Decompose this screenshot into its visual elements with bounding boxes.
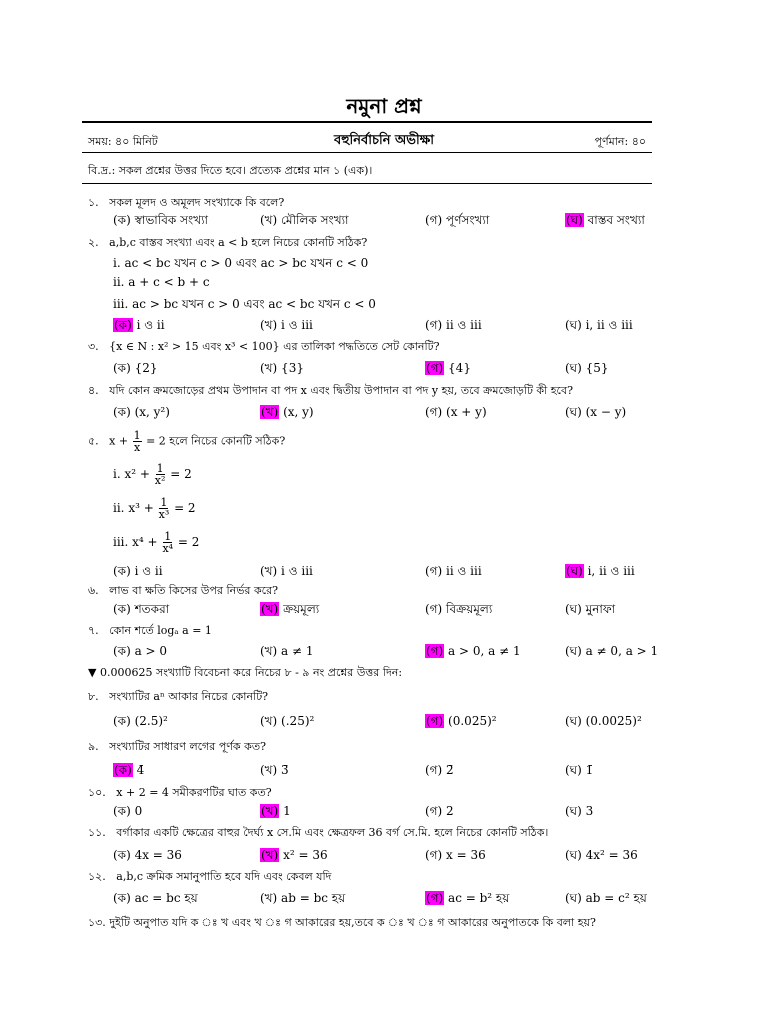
question-text: a,b,c ক্রমিক সমানুপাতি হবে যদি এবং কেবল যদি [116,870,332,883]
q2-option-b[interactable]: (খ) i ও iii [260,318,313,332]
q4-option-c[interactable]: (গ) (x + y) [425,405,487,419]
q7-option-b[interactable]: (খ) a ≠ 1 [260,644,314,658]
q2-statement-1: i. ac < bc যখন c > 0 এবং ac > bc যখন c < 0 [113,256,369,270]
question-9 [88,738,266,757]
header-divider-mid [82,152,652,153]
question-text: সংখ্যাটির সাধারণ লগের পূর্ণক কত? [109,740,266,753]
q9-option-a[interactable]: (ক) 4̄ [114,763,145,777]
q3-option-a[interactable]: (ক) {2} [113,361,158,375]
q7-option-d[interactable]: (ঘ) a ≠ 0, a > 1 [565,644,659,658]
question-12 [88,868,331,887]
header-divider-bottom [82,183,652,184]
question-text: বর্গাকার একটি ক্ষেত্রের বাহুর দৈর্ঘ্য x সে.মি এবং ক্ষেত্রফল 36 বর্গ সে.মি. হলে নিচের কোনটি সঠিক। [116,826,549,839]
q5-statement-2: ii. x³ + $\frac{1}{\text{x³}}$ = 2 [113,496,196,521]
question-text: a,b,c বাস্তব সংখ্যা এবং a < b হলে নিচের কোনটি সঠিক? [109,236,368,249]
q11-option-b[interactable]: (খ) x² = 36 [261,848,328,862]
question-2 [88,234,367,253]
question-10 [88,784,272,803]
q5-option-d[interactable]: (ঘ) i, ii ও iii [566,564,635,578]
question-11 [88,824,548,843]
question-number: ১৩. [88,916,106,929]
q1-option-c[interactable]: (গ) পূর্ণসংখ্যা [425,213,490,227]
q2-option-c[interactable]: (গ) ii ও iii [425,318,482,332]
q6-option-b[interactable]: (খ) ক্রয়মূল্য [261,602,320,616]
answer-highlight: (খ) [261,848,279,862]
answer-highlight: (গ) [426,714,444,728]
answer-highlight: (ক) [114,318,132,332]
question-number: ১০. [88,786,106,799]
q3-option-b[interactable]: (খ) {3} [260,361,304,375]
q5-statement-3: iii. x⁴ + $\frac{1}{\text{x⁴}}$ = 2 [113,530,200,555]
question-5: ৫. x + $\frac{1}{x}$ = 2 হলে নিচের কোনটি সঠিক? [88,429,286,454]
question-4 [88,382,573,401]
q7-option-a[interactable]: (ক) a > 0 [113,644,168,658]
q5-statement-1: i. x² + $\frac{1}{\text{x²}}$ = 2 [113,462,192,487]
question-3 [88,338,440,357]
q9-option-c[interactable]: (গ) 2̄ [425,763,454,777]
answer-highlight: (গ) [426,644,444,658]
full-marks: পূর্ণমান: ৪০ [594,135,646,148]
q10-option-a[interactable]: (ক) 0 [113,804,143,818]
answer-highlight: (ক) [114,763,132,777]
q5-option-b[interactable]: (খ) i ও iii [260,564,313,578]
exam-type: বহুনির্বাচনি অভীক্ষা [333,133,434,148]
q2-option-a[interactable]: (ক) i ও ii [114,318,165,332]
q6-option-c[interactable]: (গ) বিক্রয়মূল্য [425,602,493,616]
q7-option-c[interactable]: (গ) a > 0, a ≠ 1 [426,644,521,658]
answer-highlight: (ঘ) [566,213,583,227]
question-text: যদি কোন ক্রমজোড়ের প্রথম উপাদান বা পদ x এবং দ্বিতীয় উপাদান বা পদ y হয়, তবে ক্রমজোড়টি কী হবে? [109,384,573,397]
question-13 [88,914,596,933]
q11-option-a[interactable]: (ক) 4x = 36 [113,848,182,862]
question-number: ৩. [88,340,99,353]
answer-highlight: (খ) [261,804,279,818]
question-number: ৯. [88,740,99,753]
question-text: দুইটি অনুপাত যদি ক ঃ খ এবং খ ঃ গ আকারের হয়,তবে ক ঃ খ ঃ গ আকারের অনুপাতকে কি বলা হয়? [109,916,596,929]
q10-option-d[interactable]: (ঘ) 3 [565,804,594,818]
q9-option-d[interactable]: (ঘ) 1̄ [565,763,594,777]
question-6 [88,582,278,601]
q1-option-a[interactable]: (ক) স্বাভাবিক সংখ্যা [113,213,209,227]
question-8 [88,688,268,707]
q3-option-d[interactable]: (ঘ) {5} [565,361,609,375]
question-number: ১১. [88,826,106,839]
q4-option-b[interactable]: (খ) (x, y) [261,405,314,419]
exam-time: সময়: ৪০ মিনিট [88,135,158,148]
q2-statement-2: ii. a + c < b + c [113,275,210,289]
question-number: ৮. [88,690,99,703]
question-1 [88,194,284,213]
q10-option-b[interactable]: (খ) 1 [261,804,291,818]
question-number: ১. [88,196,99,209]
answer-highlight: (ঘ) [566,564,583,578]
question-number: ২. [88,236,99,249]
q2-option-d[interactable]: (ঘ) i, ii ও iii [565,318,633,332]
question-number: ৪. [88,384,99,397]
q2-statement-3: iii. ac > bc যখন c > 0 এবং ac < bc যখন c < 0 [113,297,376,311]
q11-option-d[interactable]: (ঘ) 4x² = 36 [565,848,638,862]
question-text: কোন শর্তে logₐ a = 1 [109,624,212,637]
answer-highlight: (গ) [426,361,444,375]
question-text: সকল মূলদ ও অমূলদ সংখ্যাকে কি বলে? [109,196,285,209]
q8-option-b[interactable]: (খ) (.25)² [260,714,315,728]
q12-option-b[interactable]: (খ) ab = bc হয় [260,891,346,905]
instruction-note: বি.দ্র.: সকল প্রশ্নের উত্তর দিতে হবে। প্রত্যেক প্রশ্নের মান ১ (এক)। [88,164,373,177]
q3-option-c[interactable]: (গ) {4} [426,361,471,375]
q8-option-d[interactable]: (ঘ) (0.0025)² [565,714,642,728]
q11-option-c[interactable]: (গ) x = 36 [425,848,486,862]
q10-option-c[interactable]: (গ) 2 [425,804,454,818]
page-title: নমুনা প্রশ্ন [346,94,422,118]
fraction: $\frac{1}{x}$ [133,429,141,454]
q12-option-a[interactable]: (ক) ac = bc হয় [113,891,198,905]
q1-option-b[interactable]: (খ) মৌলিক সংখ্যা [260,213,349,227]
q1-option-d[interactable]: (ঘ) বাস্তব সংখ্যা [566,213,645,227]
q4-option-a[interactable]: (ক) (x, y²) [113,405,170,419]
header-divider-top [82,121,652,123]
q5-option-c[interactable]: (গ) ii ও iii [425,564,482,578]
answer-highlight: (খ) [261,602,279,616]
group-instruction: ▼ 0.000625 সংখ্যাটি বিবেচনা করে নিচের ৮ - ৯ নং প্রশ্নের উত্তর দিন: [88,666,403,679]
question-text: {x ∈ N : x² > 15 এবং x³ < 100} এর তালিকা পদ্ধতিতে সেট কোনটি? [109,340,440,353]
question-text: সংখ্যাটির aⁿ আকার নিচের কোনটি? [109,690,269,703]
answer-highlight: (খ) [261,405,279,419]
q6-option-a[interactable]: (ক) শতকরা [113,602,170,616]
question-text: x + 2 = 4 সমীকরণটির ঘাত কত? [116,786,272,799]
q12-option-d[interactable]: (ঘ) ab = c² হয় [565,891,647,905]
q6-option-d[interactable]: (ঘ) মুনাফা [565,602,616,616]
q9-option-b[interactable]: (খ) 3̄ [260,763,289,777]
q5-option-a[interactable]: (ক) i ও ii [113,564,163,578]
question-number: ১২. [88,870,106,883]
q4-option-d[interactable]: (ঘ) (x − y) [565,405,627,419]
question-number: ৫. [88,434,99,448]
question-text: লাভ বা ক্ষতি কিসের উপর নির্ভর করে? [109,584,279,597]
question-number: ৬. [88,584,99,597]
answer-highlight: (গ) [426,891,444,905]
q8-option-a[interactable]: (ক) (2.5)² [113,714,168,728]
q12-option-c[interactable]: (গ) ac = b² হয় [426,891,510,905]
q8-option-c[interactable]: (গ) (0.025)² [426,714,497,728]
question-number: ৭. [88,624,99,637]
question-7 [88,622,212,641]
